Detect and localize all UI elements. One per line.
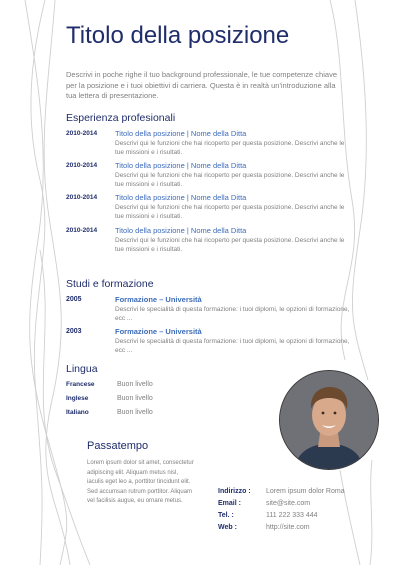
contact-label: Indirizzo : [218, 488, 251, 495]
contact-label: Web : [218, 524, 237, 531]
experience-separator: | [186, 129, 189, 138]
education-description: Descrivi le specialità di questa formazione: i tuoi diplomi, le opzioni di formazione, ecc ... [115, 306, 350, 322]
experience-date: 2010-2014 [66, 162, 98, 169]
experience-company: Nome della Ditta [190, 193, 247, 202]
language-name: Inglese [66, 395, 89, 402]
language-row [66, 409, 226, 419]
experience-description: Descrivi qui le funzioni che hai ricoperto per questa posizione. Descrivi anche le tue missioni e i risultati. [115, 140, 345, 156]
contact-email[interactable]: site@site.com [266, 500, 311, 507]
experience-item [66, 194, 366, 224]
contact-website[interactable]: http://site.com [266, 524, 310, 531]
portrait-image [280, 371, 378, 469]
languages-heading: Lingua [66, 363, 98, 375]
language-row [66, 381, 226, 391]
contact-address: Lorem ipsum dolor Roma [266, 488, 345, 495]
intro-paragraph: Descrivi in poche righe il tuo background professionale, le tue competenze chiave per la posizione e i tuoi obiettivi di carriera. Questa è in realtà un'introduzione alla tua lettera di presentazione. [66, 70, 337, 100]
experience-separator: | [186, 161, 189, 170]
experience-title-line [115, 226, 246, 235]
education-item [66, 328, 366, 358]
experience-description: Descrivi qui le funzioni che hai ricoperto per questa posizione. Descrivi anche le tue missioni e i risultati. [115, 172, 345, 188]
hobbies-heading: Passatempo [87, 440, 149, 452]
experience-title: Titolo della posizione [115, 129, 185, 138]
experience-company: Nome della Ditta [190, 161, 247, 170]
contact-label: Email : [218, 500, 241, 507]
experience-date: 2010-2014 [66, 227, 98, 234]
contact-row [218, 500, 378, 510]
experience-date: 2010-2014 [66, 130, 98, 137]
experience-title-line [115, 161, 246, 170]
contact-row [218, 488, 378, 498]
education-item [66, 296, 366, 326]
language-level: Buon livello [117, 409, 153, 416]
experience-item [66, 130, 366, 160]
experience-item [66, 227, 366, 257]
education-description: Descrivi le specialità di questa formazione: i tuoi diplomi, le opzioni di formazione, ecc ... [115, 338, 350, 354]
experience-date: 2010-2014 [66, 194, 98, 201]
experience-title: Titolo della posizione [115, 161, 185, 170]
education-heading: Studi e formazione [66, 278, 154, 290]
experience-separator: | [186, 226, 189, 235]
contact-label: Tel. : [218, 512, 234, 519]
experience-title-line [115, 193, 246, 202]
experience-title: Titolo della posizione [115, 226, 185, 235]
profile-photo [279, 370, 379, 470]
experience-title: Titolo della posizione [115, 193, 185, 202]
language-row [66, 395, 226, 405]
education-date: 2005 [66, 296, 82, 303]
language-name: Italiano [66, 409, 89, 416]
experience-title-line [115, 129, 246, 138]
experience-item [66, 162, 366, 192]
experience-separator: | [186, 193, 189, 202]
language-level: Buon livello [117, 381, 153, 388]
contact-row [218, 512, 378, 522]
experience-company: Nome della Ditta [190, 226, 247, 235]
experience-description: Descrivi qui le funzioni che hai ricoperto per questa posizione. Descrivi anche le tue missioni e i risultati. [115, 204, 345, 220]
contact-row [218, 524, 378, 534]
contact-phone: 111 222 333 444 [266, 512, 318, 519]
experience-company: Nome della Ditta [190, 129, 247, 138]
page-title: Titolo della posizione [66, 22, 290, 49]
hobbies-text: Lorem ipsum dolor sit amet, consectetur adipiscing elit. Aliquam metus nisl, iaculis eget leo a, porttitor tincidunt elit. Sed accumsan rutrum porttitor. Aliquam vel facilisis augue, eu ornare metus. [87, 460, 194, 504]
education-title: Formazione – Università [115, 295, 202, 304]
experience-heading: Esperienza profesionali [66, 112, 176, 124]
education-date: 2003 [66, 328, 82, 335]
language-level: Buon livello [117, 395, 153, 402]
language-name: Francese [66, 381, 95, 388]
education-title: Formazione – Università [115, 327, 202, 336]
experience-description: Descrivi qui le funzioni che hai ricoperto per questa posizione. Descrivi anche le tue missioni e i risultati. [115, 237, 345, 253]
